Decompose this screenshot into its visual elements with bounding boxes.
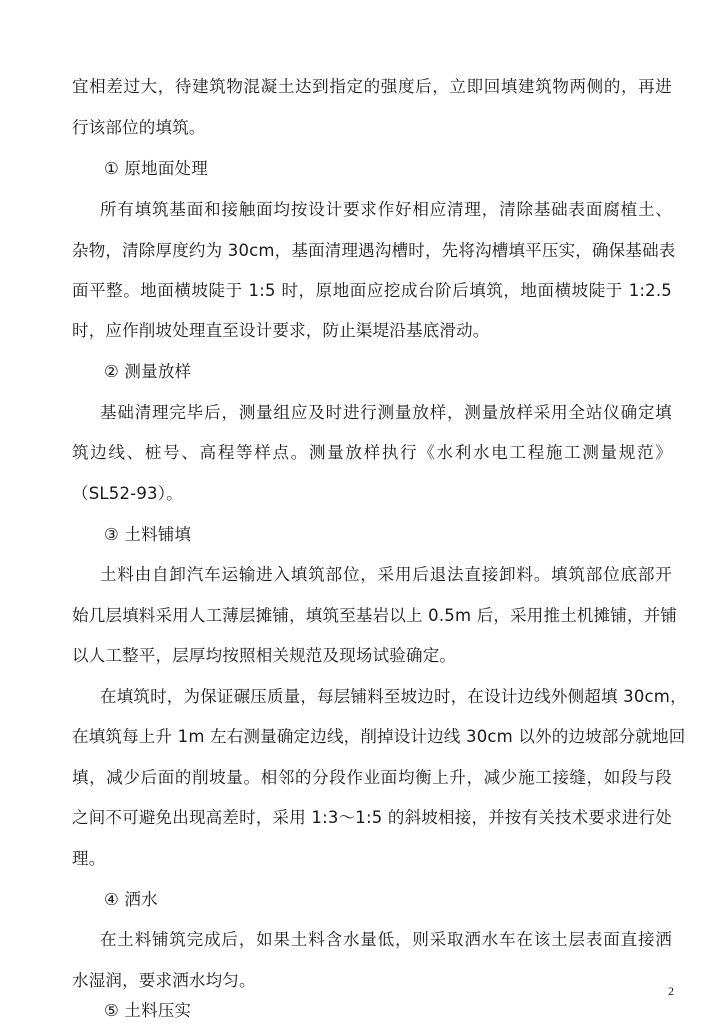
text-line: 所有填筑基面和接触面均按设计要求作好相应清理，清除基础表面腐植土、 (100, 200, 672, 219)
text-line: 基础清理完毕后，测量组应及时进行测量放样，测量放样采用全站仪确定填 (100, 403, 672, 422)
text-line: 筑边线、桩号、高程等样点。测量放样执行《水利水电工程施工测量规范》 (72, 443, 672, 462)
text-line: 宜相差过大，待建筑物混凝土达到指定的强度后，立即回填建筑物两侧的，再进 (72, 77, 672, 96)
text-line: （SL52-93）。 (72, 484, 183, 503)
text-line: 杂物，清除厚度约为 30cm，基面清理遇沟槽时，先将沟槽填平压实，确保基础表 (72, 241, 676, 260)
text-line: 始几层填料采用人工薄层摊铺，填筑至基岩以上 0.5m 后，采用推土机摊铺，并铺 (72, 606, 678, 625)
text-line: 填，减少后面的削坡量。相邻的分段作业面均衡上升，减少施工接缝，如段与段 (72, 768, 672, 787)
section-heading: ③ 土料铺填 (104, 525, 192, 544)
section-heading: ② 测量放样 (104, 362, 192, 381)
text-line: 土料由自卸汽车运输进入填筑部位，采用后退法直接卸料。填筑部位底部开 (100, 565, 672, 584)
page-number: 2 (668, 984, 674, 998)
text-line: 以人工整平，层厚均按照相关规范及现场试验确定。 (72, 646, 457, 665)
text-line: 在土料铺筑完成后，如果土料含水量低，则采取洒水车在该土层表面直接洒 (100, 930, 672, 949)
text-line: 在填筑每上升 1m 左右测量确定边线，削掉设计边线 30cm 以外的边坡部分就地回 (72, 727, 686, 746)
text-line: 水湿润，要求洒水均匀。 (72, 971, 256, 990)
text-line: 理。 (72, 849, 106, 868)
text-line: 面平整。地面横坡陡于 1:5 时，原地面应挖成台阶后填筑，地面横坡陡于 1:2.5 (72, 281, 672, 300)
section-heading: ① 原地面处理 (104, 159, 208, 178)
section-heading: ④ 洒水 (104, 890, 158, 909)
text-line: 在填筑时，为保证碾压质量，每层铺料至坡边时，在设计边线外侧超填 30cm， (100, 687, 687, 706)
text-line: 时，应作削坡处理直至设计要求，防止渠堤沿基底滑动。 (72, 321, 490, 340)
section-heading: ⑤ 土料压实 (104, 1001, 192, 1020)
text-line: 行该部位的填筑。 (72, 118, 206, 137)
text-line: 之间不可避免出现高差时，采用 1:3～1:5 的斜坡相接，并按有关技术要求进行处 (72, 808, 672, 827)
